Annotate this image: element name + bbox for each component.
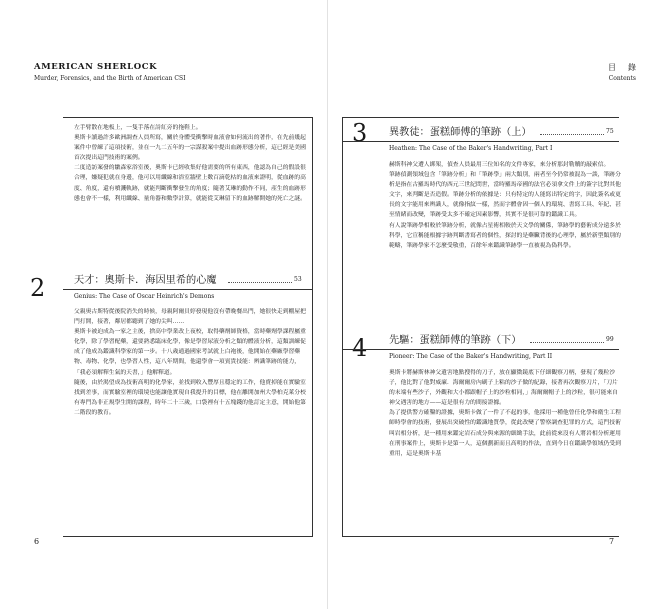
chapter-title-english: Heathen: The Case of the Baker's Handwriting, Part I xyxy=(389,145,553,152)
paragraph: 二度造訪案發的皺森家浴室後，奧斯卡已經收集好他需要的所有東西，他認為自己的假設很合理，嫌疑犯就在身邊，他可以用纖線和浴室牆壁上數百滴乾枯的血液來證明，從血跡的高度、角度，還有噴濺軌跡，就能判斷衝擊發生的角度；隨著艾琳的動作不同，產生的血跡形態也會不一樣，利用纖線、量角器和數學計算，就能從艾琳留下的血跡解開她的死亡之謎。 xyxy=(74,165,306,202)
chapter-page-number: 75 xyxy=(606,128,614,135)
paragraph: 左手臂散在地板上，一隻手落在詩紅旁的拖鞋上。 xyxy=(74,125,202,131)
paragraph: 奧斯卡讀過許多歐洲調查人員所寫，關於身體受衝擊時血液會如何流出的著作，在先前幾起案件中曾練了這項技術，並在一九二五年的一宗謀殺案中提出血跡形態分析，這已經是美國首次提出這門技術的案例。 xyxy=(74,135,306,162)
chapter-page-number: 53 xyxy=(294,276,302,283)
right-page xyxy=(328,0,655,609)
chapter-title-english: Pioneer: The Case of the Baker's Handwriting, Part II xyxy=(389,353,553,360)
running-title: AMERICAN SHERLOCK xyxy=(34,62,158,72)
chapter-title: 異教徒：蛋糕師傅的筆跡（上） xyxy=(389,127,532,138)
chapter-title-english: Genius: The Case of Oscar Heinrich's Demons xyxy=(74,293,215,300)
paragraph: 為了提供警方確鑿的證據，奧斯卡做了一件了不起的事，他採用一種他曾任化學和衛生工程師時學會的技術，發展出突破性的鑑識地質學，從此改變了警察調查犯罪的方式，這門技術叫岩相分析，是一種用來鑑定岩石成分與來源的細緻手法，此前從來沒有人將岩相分析運用在刑事案件上，奧斯卡是第一人，這個劃新而且高明的作法，直到今日在鑑識學領域仍受到重用，這是奧斯卡基 xyxy=(389,410,621,457)
chapter-rule xyxy=(343,349,619,350)
dot-leader xyxy=(228,282,292,283)
chapter-number: 4 xyxy=(352,334,368,362)
chapter-excerpt xyxy=(389,160,621,306)
chapter-excerpt-top xyxy=(74,123,306,263)
paragraph: 赫斯科神父遭人綁架，偵查人員最用三位知名的文件專家，來分析那封勒贖的敲索信。 xyxy=(389,162,610,168)
chapter-excerpt xyxy=(389,368,621,533)
running-title: 目 錄 xyxy=(608,63,638,72)
chapter-rule xyxy=(343,141,619,142)
dot-leader xyxy=(530,342,604,343)
page-number: 7 xyxy=(609,537,615,546)
paragraph: 父親奧古斯特從後院消失的時候，母親阿爾貝婷發現他沒有帶晚餐出門，她很快走到棚屋把門打開，接著，鄰居都聽到了她的尖叫…… xyxy=(74,309,306,326)
chapter-rule xyxy=(63,289,313,290)
chapter-page-number: 99 xyxy=(606,336,614,343)
paragraph: 奧斯卡被迫成為一家之主後，捨高中學業改上夜校，取得藥劑師資格，當時藥劑學課程屬重化學，除了學習配藥，還要熟悉臨床化學，像是學習尿液分析之類的體液分析，這類訓練促成了他成為鑑識科學家的第一步。十八歲通過國家考試就上白袍後，他開始在藥廠學習藥物、毒物、化學，也學習人性，這八年期間，他還學會一項賓貴技能：辨識筆跡的能力，「我必須解釋生氣的天書，」他解釋道。 xyxy=(74,329,306,376)
running-subtitle: Contents xyxy=(608,75,636,82)
chapter-title: 天才：奧斯卡．海因里希的心魔 xyxy=(74,275,217,286)
paragraph: 有人說筆跡學相較於筆跡分析，就像占星術相較於天文學的關係，筆跡學的藝術成分遠多於科學，它宣稱能根據字跡判斷書寫者的個性，探討的是藥臟背後的心理學，屬於新型類別的範疇，筆跡學家不怎麼受敬重，百餘年來鑑識筆跡學一直被視為偽科學。 xyxy=(389,222,621,249)
paragraph: 筆跡偵測領域包含「筆跡分析」和「筆跡學」兩大類別，兩者至今仍常被混為一談，筆跡分析是指在古羅馬時代的西元三世紀問世，當時羅馬帝國的法官必須拿文件上的簽字比對其他文字，來判斷是否造假。筆跡分析的依據是：只有特定的人能寫出特定的字，因此簽名或更長的文字能用來辨識人，就像指紋一樣，然而字體會因一個人的環境、書寫工具、年紀、甚至情緒而改變，筆跡受太多不確定因素影響，其實不是很可靠的鑑識工具。 xyxy=(389,172,621,219)
chapter-excerpt-bottom xyxy=(74,307,306,533)
running-subtitle: Murder, Forensics, and the Birth of American CSI xyxy=(34,75,186,82)
chapter-number: 3 xyxy=(352,119,368,147)
left-page xyxy=(0,0,327,609)
paragraph: 奧斯卡將赫斯林神父遺害地點搜得的刀子，放在顯微鏡底下仔細觀察刀柄，發現了幾粒沙子，他比對了他對威廉．海爾爾房內刷子上粘的沙子做的紀錄，接著再次觀察刀片，「刀片的末端有些沙子，外觀和大小都跟帽子上的沙粒相同，」海爾爾帽子上的沙粒，很可能來自神父遇害的地方——這是很有力的間接證據。 xyxy=(389,370,618,407)
chapter-title: 先驅：蛋糕師傅的筆跡（下） xyxy=(389,335,522,346)
paragraph: 隨後，由於渴望成為技術高明的化學家，並找到收入豐厚且穩定的工作，他賣掉能在實驗室找到差事，而實驗室裡的環境也能讓他實現自我提升的目標，他在離開加州大學柏克萊分校有專門為非正規學生開的課程，時年二十三歲，口袋裡有十五塊錢的他訂定主意，開始他第二階段的教育。 xyxy=(74,379,306,416)
page-number: 6 xyxy=(34,537,40,546)
dot-leader xyxy=(540,134,604,135)
chapter-number: 2 xyxy=(30,274,46,302)
